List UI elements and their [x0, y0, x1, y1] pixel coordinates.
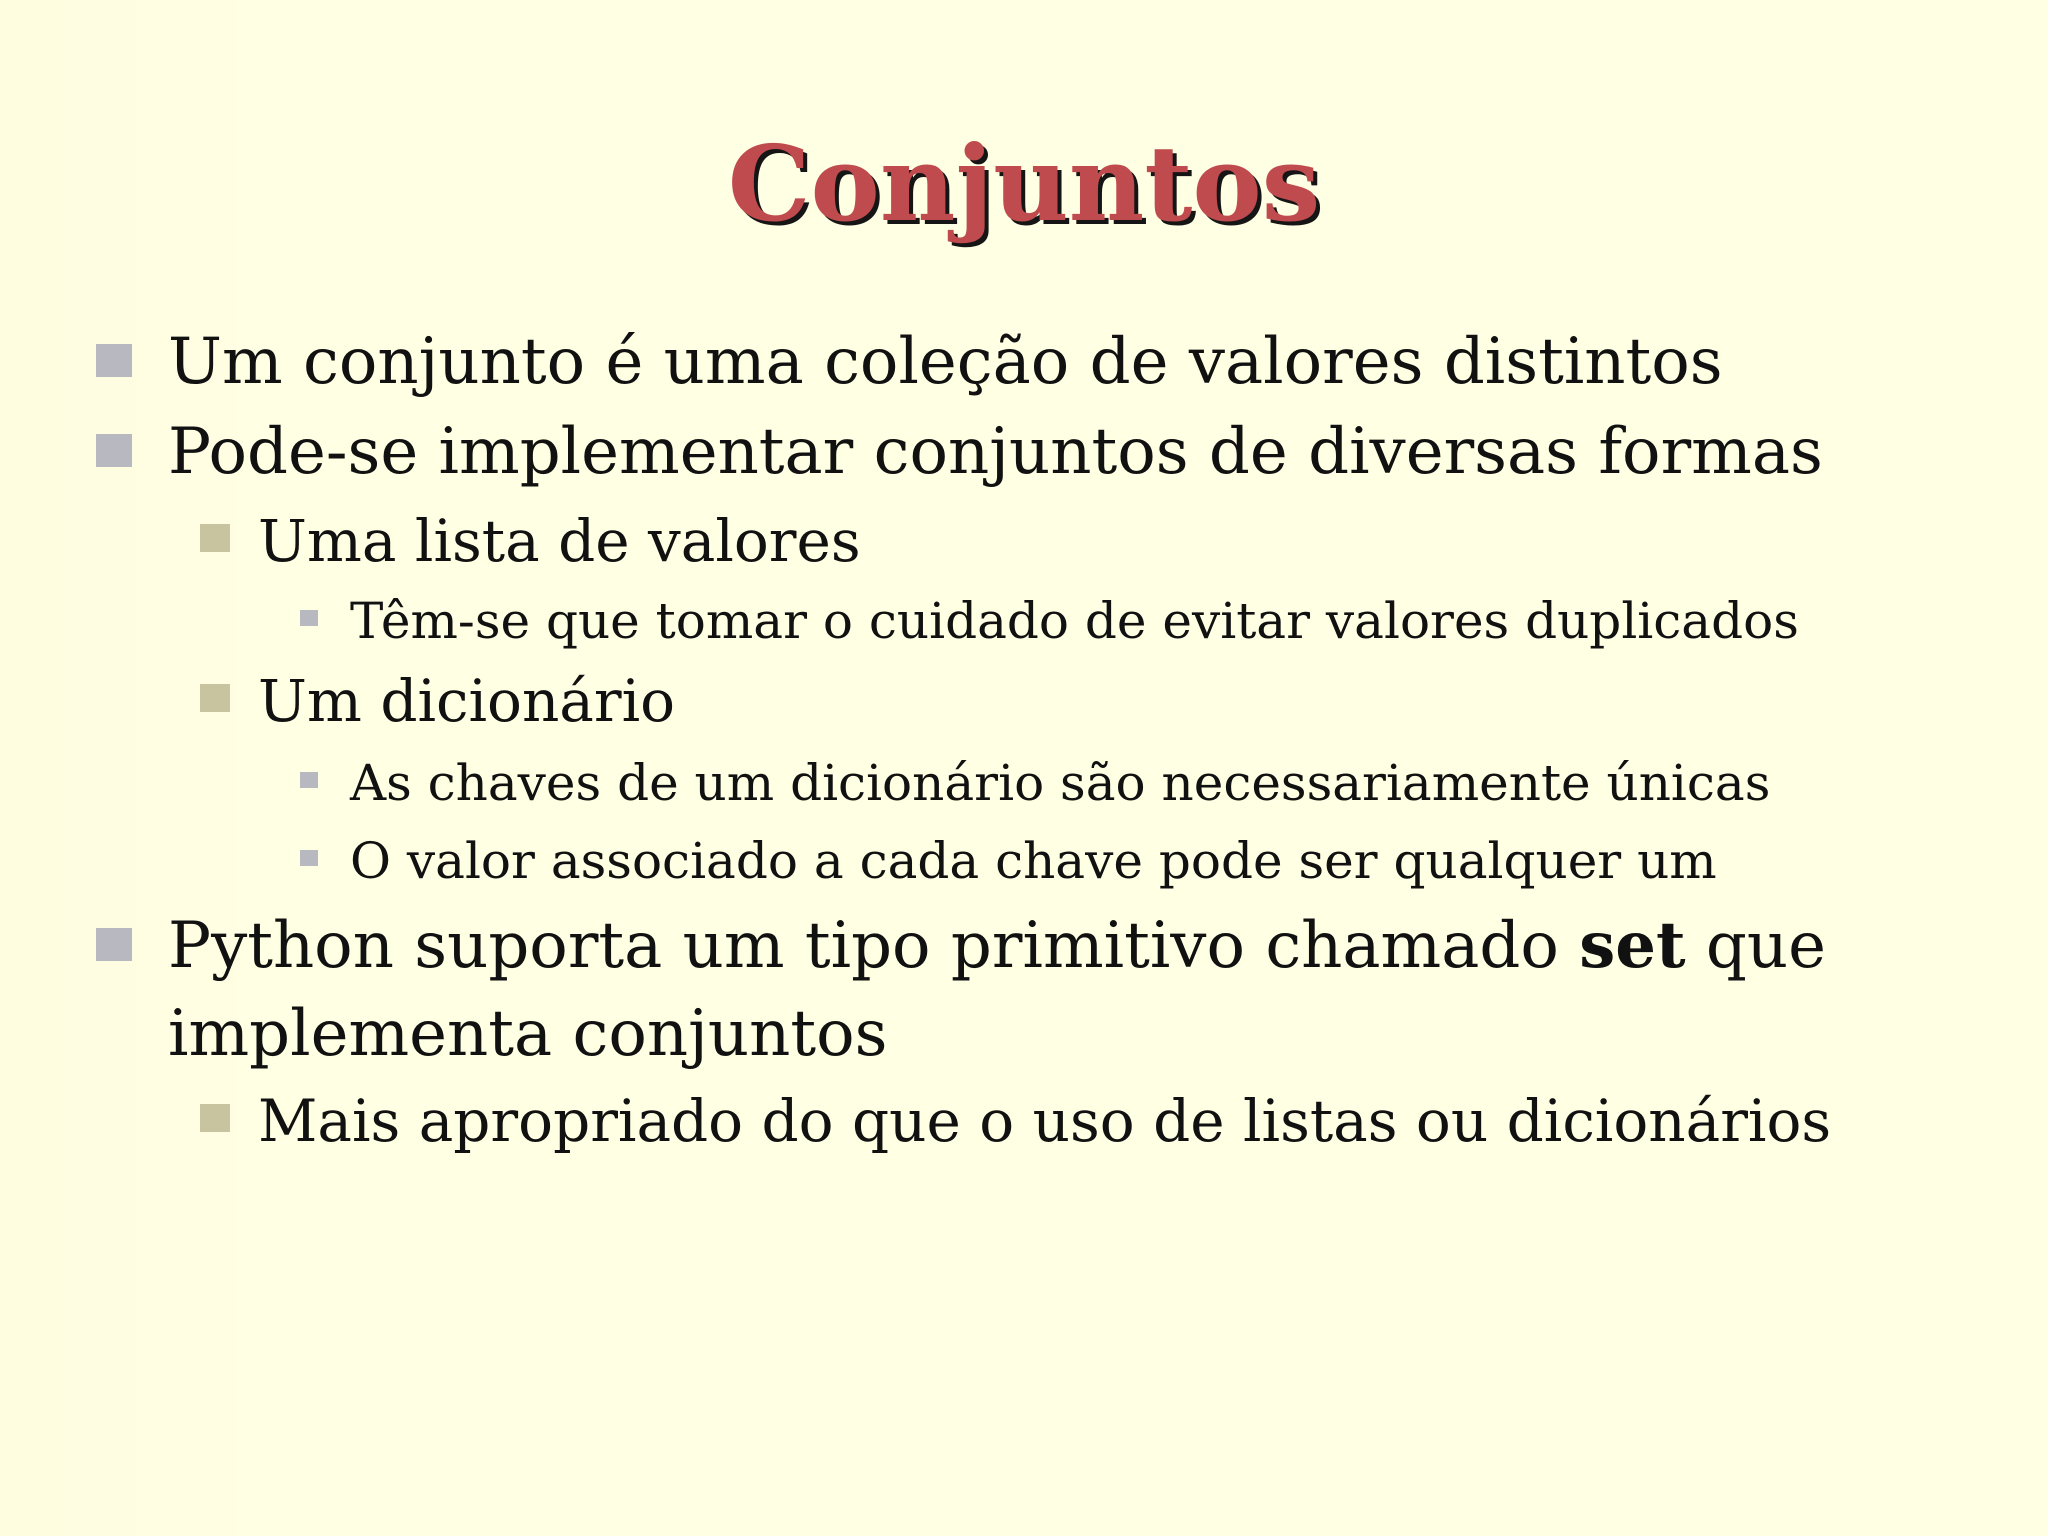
square-bullet-icon — [200, 524, 230, 552]
bullet-text: Um dicionário — [258, 667, 676, 735]
bullet-text: O valor associado a cada chave pode ser qualquer um — [350, 832, 1717, 890]
bullet-text: Um conjunto é uma coleção de valores distintos — [168, 325, 1723, 399]
square-bullet-icon — [300, 850, 318, 866]
square-bullet-icon — [96, 434, 132, 467]
square-bullet-icon — [96, 344, 132, 377]
bullet-text: Uma lista de valores — [258, 507, 861, 575]
slide-title: Conjuntos — [727, 122, 1321, 245]
bullet-text-segment: Python suporta um tipo primitivo chamado — [168, 909, 1580, 983]
square-bullet-icon — [300, 772, 318, 788]
square-bullet-icon — [200, 1104, 230, 1132]
bullet-text: As chaves de um dicionário são necessariamente únicas — [350, 754, 1771, 812]
keyword-set: set — [1579, 908, 1686, 983]
bullet-text-line-1 — [168, 908, 1826, 983]
bullet-text: Têm-se que tomar o cuidado de evitar valores duplicados — [350, 592, 1799, 650]
bullet-text-segment: que — [1685, 909, 1826, 983]
bullet-text-line-2: implementa conjuntos — [168, 997, 888, 1071]
bullet-text: Mais apropriado do que o uso de listas ou dicionários — [258, 1087, 1832, 1155]
bullet-text: Pode-se implementar conjuntos de diversas formas — [168, 415, 1823, 489]
square-bullet-icon — [300, 610, 318, 626]
square-bullet-icon — [200, 684, 230, 712]
square-bullet-icon — [96, 928, 132, 961]
